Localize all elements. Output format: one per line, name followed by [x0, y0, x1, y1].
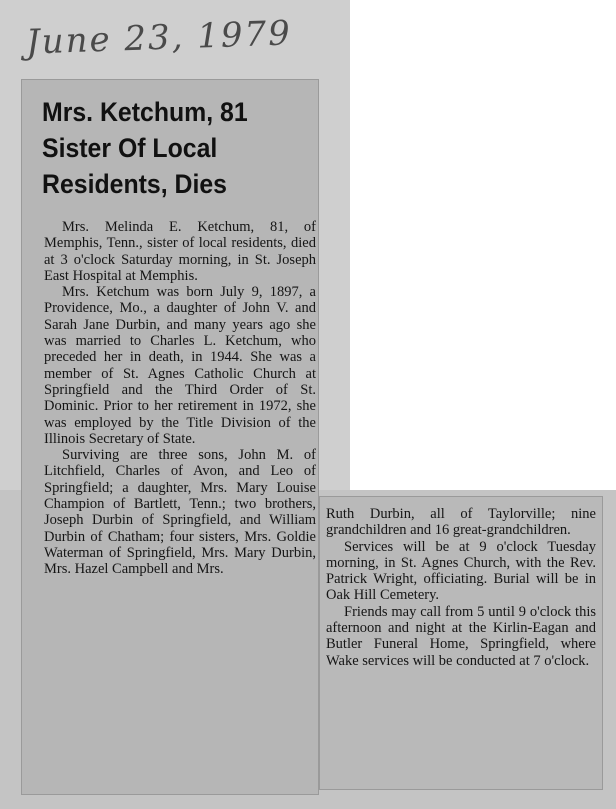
article-paragraph: Services will be at 9 o'clock Tuesday morning, in St. Agnes Church, with the Rev. Patrick Wright, officiating. Burial will be in Oak Hill Cemetery. [326, 538, 596, 604]
obituary-headline [42, 94, 290, 202]
article-paragraph: Friends may call from 5 until 9 o'clock this afternoon and night at the Kirlin-Eagan and Butler Funeral Home, Springfield, where Wake services will be conducted at 7 o'clock. [326, 603, 596, 669]
article-paragraph: Surviving are three sons, John M. of Litchfield, Charles of Avon, and Leo of Springfield; a daughter, Mrs. Mary Louise Champion of Bartlett, Tenn.; two brothers, Joseph Durbin of Springfield, and William Durbin of Chatham; four sisters, Mrs. Goldie Waterman of Springfield, Mrs. Mary Durbin, Mrs. Hazel Campbell and Mrs. [44, 447, 316, 578]
headline-line: Residents, Dies [42, 169, 227, 199]
handwritten-date-note: June 23, 1979 [25, 13, 293, 63]
headline-line: Mrs. Ketchum, 81 [42, 97, 248, 127]
left-article-column [44, 219, 316, 578]
headline-line: Sister Of Local [42, 133, 218, 163]
article-paragraph: Ruth Durbin, all of Taylorville; nine grandchildren and 16 great-grandchildren. [326, 506, 596, 539]
right-article-column [326, 506, 596, 669]
article-paragraph: Mrs. Ketchum was born July 9, 1897, a Providence, Mo., a daughter of John V. and Sarah Jane Durbin, and many years ago she was married to Charles L. Ketchum, who preceded her in death, in 1944. She was a member of St. Agnes Catholic Church at Springfield and the Third Order of St. Dominic. Prior to her retirement in 1972, she was employed by the Title Division of the Illinois Secretary of State. [44, 284, 316, 447]
article-paragraph: Mrs. Melinda E. Ketchum, 81, of Memphis, Tenn., sister of local residents, died at 3 o'clock Saturday morning, in St. Joseph East Hospital at Memphis. [44, 219, 316, 284]
